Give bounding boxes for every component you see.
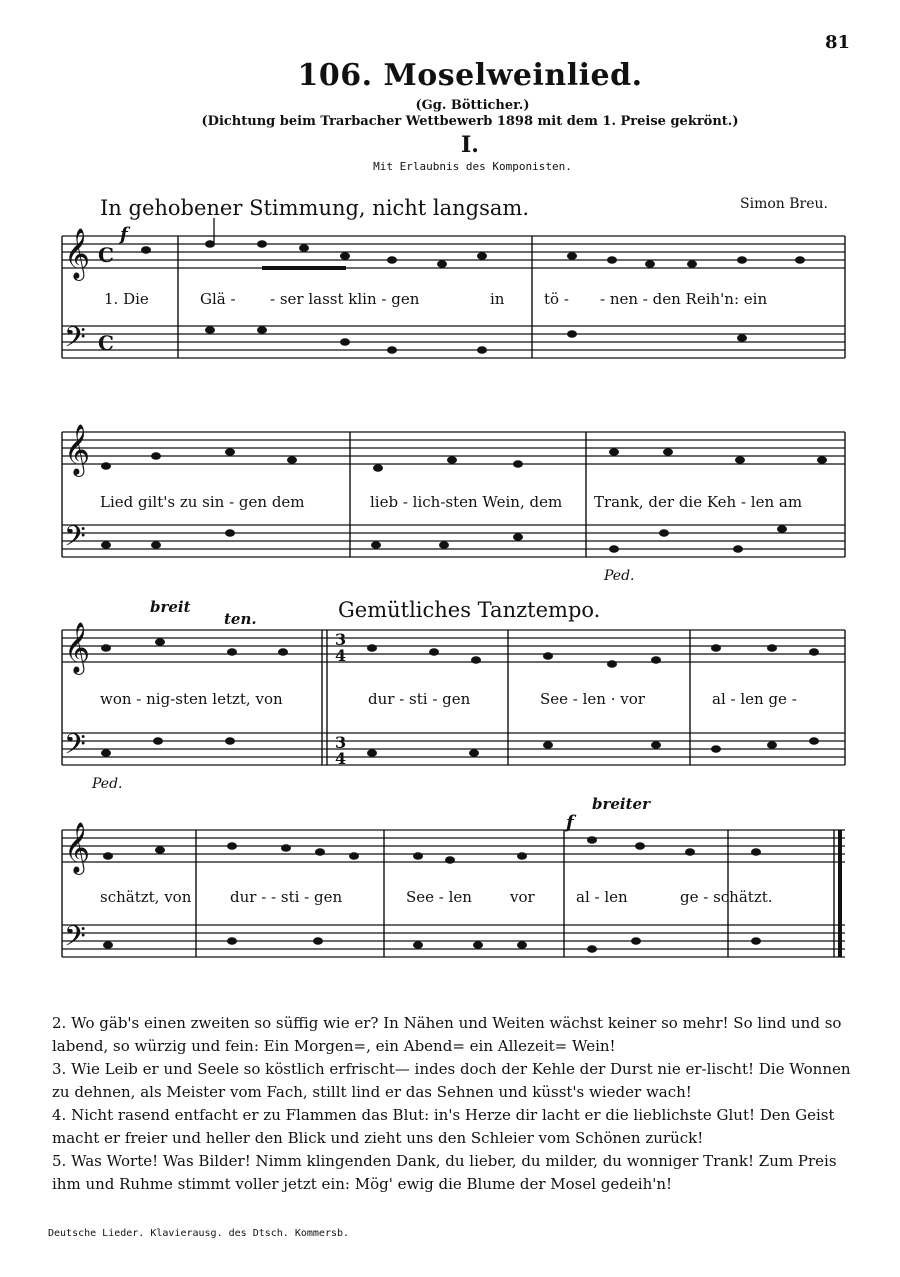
lyric: vor (510, 888, 535, 906)
permission-note: Mit Erlaubnis des Komponisten. (373, 160, 572, 173)
bass-staff-3 (62, 733, 845, 765)
verse-3: 3. Wie Leib er und Seele so köstlich erfrischt— indes doch der Kehle der Durst nie er-lischt! Die Wonnen zu dehnen, als Meister vom Fach, stillt lind er das Sehnen und küsst's wieder wach! (52, 1060, 851, 1101)
page-number: 81 (824, 32, 850, 53)
lyric: al - len ge - (712, 690, 797, 708)
time-signature-top: 3 (335, 630, 347, 649)
verse-4: 4. Nicht rasend entfacht er zu Flammen das Blut: in's Herze dir lacht er die lieblichste Glut! Den Geist macht er freier und heller den Blick und zieht uns den Schleier vom Schönen zurück! (52, 1106, 835, 1147)
time-signature-top-bass: 3 (335, 733, 347, 752)
lyric: ge - schätzt. (680, 888, 773, 906)
lyric: in (490, 290, 505, 308)
lyric: Trank, der die Keh - len am (594, 493, 803, 511)
tempo-marking-2: Gemütliches Tanztempo. (338, 598, 601, 622)
pedal-mark: Ped. (92, 776, 123, 792)
treble-staff-1 (62, 236, 845, 268)
lyric: Lied gilt's zu sin - gen dem (100, 493, 305, 511)
time-signature-bottom-bass: 4 (335, 749, 347, 768)
verses-block (52, 1012, 852, 1196)
tempo-marking-1: In gehobener Stimmung, nicht langsam. (100, 196, 530, 220)
time-signature-treble-1: C (98, 243, 114, 267)
expression-breiter: breiter (592, 795, 651, 813)
bass-clef-icon: 𝄢 (64, 321, 86, 361)
lyric: tö - (544, 290, 569, 308)
treble-staff-3 (62, 630, 845, 662)
treble-clef-icon: 𝄞 (64, 228, 91, 279)
lyric: Glä - (200, 290, 236, 308)
verse-5: 5. Was Worte! Was Bilder! Nimm klingenden Dank, du lieber, du milder, du wonniger Trank! Zum Preis ihm und Ruhme stimmt voller jetzt ein: Mög' ewig die Blume der Mosel gedeih'n! (52, 1152, 837, 1193)
lyric: 1. Die (104, 290, 149, 308)
dynamic-forte-2: f (566, 812, 574, 833)
expression-breit: breit (150, 598, 191, 616)
section-numeral: I. (461, 132, 479, 158)
bass-clef-icon: 𝄢 (64, 520, 86, 560)
bass-staff-2 (62, 525, 845, 557)
song-title: 106. Moselweinlied. (297, 58, 643, 93)
lyric: al - len (576, 888, 628, 906)
lyric: won - nig-sten letzt, von (100, 690, 283, 708)
treble-clef-icon: 𝄞 (64, 622, 91, 673)
lyric: - ser lasst klin - gen (270, 290, 420, 308)
time-signature-bottom: 4 (335, 646, 347, 665)
pedal-mark: Ped. (604, 568, 635, 584)
treble-clef-icon: 𝄞 (64, 424, 91, 475)
bass-staff-1 (62, 326, 845, 358)
expression-ten: ten. (224, 610, 257, 628)
bass-clef-icon: 𝄢 (64, 920, 86, 960)
verse-2: 2. Wo gäb's einen zweiten so süffig wie er? In Nähen und Weiten wächst keiner so mehr! So lind und so labend, so würzig und fein: Ein Morgen=, ein Abend= ein Allezeit= Wein! (52, 1014, 842, 1055)
dynamic-forte-1: f (120, 224, 128, 245)
lyric: dur - sti - gen (368, 690, 471, 708)
competition-note: (Dichtung beim Trarbacher Wettbewerb 1898 mit dem 1. Preise gekrönt.) (201, 114, 739, 129)
lyric: See - len · vor (540, 690, 645, 708)
author-credit: (Gg. Bötticher.) (415, 98, 530, 113)
lyric: schätzt, von (100, 888, 192, 906)
lyric: dur - - sti - gen (230, 888, 343, 906)
composer-credit: Simon Breu. (740, 196, 828, 212)
treble-clef-icon: 𝄞 (64, 822, 91, 873)
time-signature-bass-1: C (98, 331, 114, 355)
lyric: - nen - den Reih'n: ein (600, 290, 768, 308)
lyric: See - len (406, 888, 472, 906)
lyric: lieb - lich-sten Wein, dem (370, 493, 563, 511)
footer-source: Deutsche Lieder. Klavierausg. des Dtsch. Kommersb. (48, 1228, 350, 1239)
bass-clef-icon: 𝄢 (64, 728, 86, 768)
